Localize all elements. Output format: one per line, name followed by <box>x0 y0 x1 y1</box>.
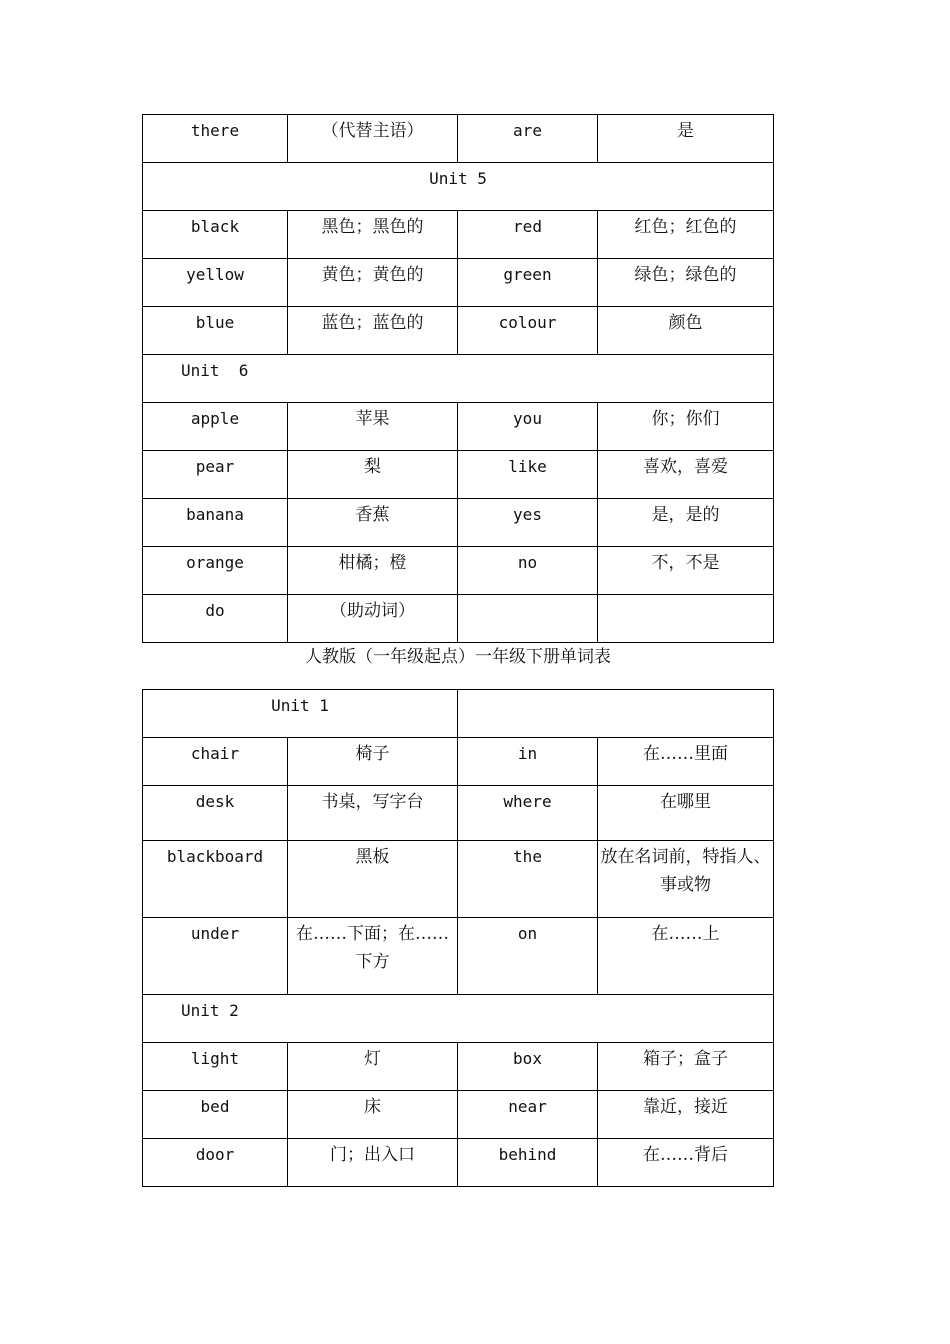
english-word: black <box>190 217 240 236</box>
unit-heading-cell <box>143 995 774 1043</box>
english-word: under <box>190 924 240 943</box>
chinese-meaning-cell <box>598 307 774 355</box>
chinese-meaning-cell <box>598 115 774 163</box>
section-title-row <box>143 643 774 690</box>
chinese-meaning: 在……下面；在……下方 <box>296 924 449 972</box>
unit-heading: Unit 2 <box>181 1001 239 1020</box>
english-word: light <box>190 1049 240 1068</box>
english-word-cell <box>143 1091 288 1139</box>
chinese-meaning-cell <box>288 211 458 259</box>
chinese-meaning: 梨 <box>364 457 381 477</box>
unit-heading: Unit 6 <box>181 361 249 380</box>
section-title: 人教版（一年级起点）一年级下册单词表 <box>305 647 611 667</box>
chinese-meaning: （助动词） <box>330 601 415 621</box>
table-row <box>143 547 774 595</box>
chinese-meaning-cell <box>288 307 458 355</box>
english-word: on <box>517 924 538 943</box>
chinese-meaning-cell <box>288 786 458 841</box>
english-word: in <box>517 744 538 763</box>
chinese-meaning: 门；出入口 <box>330 1145 415 1165</box>
english-word: like <box>508 457 547 476</box>
table-row <box>143 211 774 259</box>
chinese-meaning-cell <box>288 547 458 595</box>
english-word-cell <box>143 1043 288 1091</box>
chinese-meaning-cell <box>288 918 458 995</box>
unit-header-row <box>143 690 774 738</box>
chinese-meaning-cell <box>598 499 774 547</box>
chinese-meaning-cell <box>598 841 774 918</box>
english-word: chair <box>190 744 240 763</box>
chinese-meaning-cell <box>598 547 774 595</box>
table-row <box>143 451 774 499</box>
table-row <box>143 841 774 918</box>
chinese-meaning: 蓝色；蓝色的 <box>321 313 424 333</box>
english-word: green <box>503 265 552 284</box>
english-word-cell <box>458 595 598 643</box>
chinese-meaning: 绿色；绿色的 <box>634 265 737 285</box>
english-word: yellow <box>186 265 244 284</box>
chinese-meaning-cell <box>288 841 458 918</box>
chinese-meaning-cell <box>288 403 458 451</box>
english-word: box <box>513 1049 542 1068</box>
english-word-cell <box>458 403 598 451</box>
english-word-cell <box>143 211 288 259</box>
chinese-meaning: 放在名词前，特指人、事或物 <box>600 847 771 895</box>
chinese-meaning-cell <box>598 451 774 499</box>
english-word <box>458 595 597 597</box>
english-word-cell <box>458 259 598 307</box>
chinese-meaning-cell <box>598 1043 774 1091</box>
chinese-meaning-cell <box>288 1043 458 1091</box>
chinese-meaning-cell <box>598 1139 774 1187</box>
english-word: bed <box>200 1097 230 1116</box>
english-word-cell <box>458 841 598 918</box>
chinese-meaning: 黑板 <box>355 847 390 867</box>
english-word: orange <box>186 553 244 572</box>
chinese-meaning: 是，是的 <box>651 505 720 525</box>
table-row <box>143 499 774 547</box>
chinese-meaning: 在……上 <box>651 924 720 944</box>
english-word: blackboard <box>166 847 264 866</box>
table-row <box>143 1091 774 1139</box>
english-word-cell <box>458 499 598 547</box>
chinese-meaning-cell <box>288 1139 458 1187</box>
english-word-cell <box>143 451 288 499</box>
chinese-meaning-cell <box>598 403 774 451</box>
unit-header-row <box>143 995 774 1043</box>
chinese-meaning: 在……里面 <box>643 744 728 764</box>
unit-heading: Unit 5 <box>429 169 487 188</box>
english-word-cell <box>458 738 598 786</box>
chinese-meaning: 你；你们 <box>651 409 720 429</box>
table-row <box>143 403 774 451</box>
chinese-meaning-cell <box>598 1091 774 1139</box>
english-word-cell <box>458 786 598 841</box>
english-word-cell <box>458 1139 598 1187</box>
english-word: where <box>503 792 552 811</box>
chinese-meaning: （代替主语） <box>321 121 424 141</box>
english-word: red <box>513 217 542 236</box>
chinese-meaning-cell <box>288 451 458 499</box>
english-word: banana <box>186 505 244 524</box>
chinese-meaning: 不，不是 <box>651 553 720 573</box>
english-word-cell <box>143 307 288 355</box>
english-word-cell <box>143 547 288 595</box>
english-word: apple <box>190 409 240 428</box>
chinese-meaning-cell <box>288 259 458 307</box>
english-word: blue <box>195 313 235 332</box>
chinese-meaning: 苹果 <box>355 409 390 429</box>
english-word: door <box>195 1145 235 1164</box>
english-word-cell <box>458 1091 598 1139</box>
chinese-meaning-cell <box>598 918 774 995</box>
table-row <box>143 786 774 841</box>
chinese-meaning: 在哪里 <box>660 792 711 812</box>
english-word-cell <box>458 307 598 355</box>
english-word-cell <box>458 547 598 595</box>
unit-heading-cell <box>143 163 774 211</box>
english-word: the <box>513 847 542 866</box>
table-row <box>143 738 774 786</box>
unit-heading: Unit 1 <box>271 696 329 715</box>
table-row <box>143 259 774 307</box>
english-word-cell <box>143 403 288 451</box>
chinese-meaning-cell <box>598 595 774 643</box>
chinese-meaning: 颜色 <box>668 313 703 333</box>
table-row <box>143 115 774 163</box>
chinese-meaning-cell <box>598 211 774 259</box>
english-word-cell <box>458 115 598 163</box>
table-row <box>143 1043 774 1091</box>
chinese-meaning: 黑色；黑色的 <box>321 217 424 237</box>
english-word-cell <box>458 918 598 995</box>
chinese-meaning: 靠近，接近 <box>643 1097 728 1117</box>
english-word: there <box>190 121 240 140</box>
english-word: desk <box>195 792 235 811</box>
english-word-cell <box>143 841 288 918</box>
empty-cell <box>458 690 774 738</box>
chinese-meaning: 书桌，写字台 <box>321 792 424 812</box>
english-word-cell <box>458 451 598 499</box>
english-word: no <box>517 553 538 572</box>
chinese-meaning: 黄色；黄色的 <box>321 265 424 285</box>
chinese-meaning: 红色；红色的 <box>634 217 737 237</box>
table-row <box>143 595 774 643</box>
unit-header-row <box>143 163 774 211</box>
chinese-meaning: 箱子；盒子 <box>643 1049 728 1069</box>
vocabulary-table <box>142 114 774 1187</box>
english-word: pear <box>195 457 235 476</box>
english-word: behind <box>498 1145 557 1164</box>
chinese-meaning-cell <box>288 738 458 786</box>
english-word: do <box>205 601 225 620</box>
chinese-meaning: 床 <box>364 1097 381 1117</box>
english-word-cell <box>143 595 288 643</box>
chinese-meaning: 是 <box>677 121 694 141</box>
english-word: are <box>513 121 542 140</box>
table-row <box>143 307 774 355</box>
section-title-cell <box>143 643 774 690</box>
chinese-meaning: 椅子 <box>355 744 390 764</box>
chinese-meaning: 喜欢，喜爱 <box>643 457 728 477</box>
unit-header-row <box>143 355 774 403</box>
chinese-meaning-cell <box>598 738 774 786</box>
english-word-cell <box>143 115 288 163</box>
chinese-meaning: 在……背后 <box>643 1145 728 1165</box>
english-word: colour <box>498 313 557 332</box>
english-word-cell <box>143 499 288 547</box>
unit-heading-cell <box>143 355 774 403</box>
chinese-meaning-cell <box>288 595 458 643</box>
english-word-cell <box>143 918 288 995</box>
english-word: near <box>508 1097 547 1116</box>
table-row <box>143 918 774 995</box>
chinese-meaning: 柑橘；橙 <box>338 553 407 573</box>
english-word-cell <box>458 211 598 259</box>
english-word-cell <box>143 259 288 307</box>
chinese-meaning: 香蕉 <box>355 505 390 525</box>
english-word: yes <box>513 505 542 524</box>
table-row <box>143 1139 774 1187</box>
english-word: you <box>513 409 542 428</box>
english-word-cell <box>143 786 288 841</box>
english-word-cell <box>143 1139 288 1187</box>
chinese-meaning-cell <box>288 499 458 547</box>
unit-heading-cell <box>143 690 458 738</box>
chinese-meaning-cell <box>288 115 458 163</box>
chinese-meaning: 灯 <box>364 1049 381 1069</box>
chinese-meaning-cell <box>598 259 774 307</box>
english-word-cell <box>143 738 288 786</box>
chinese-meaning-cell <box>598 786 774 841</box>
english-word-cell <box>458 1043 598 1091</box>
chinese-meaning-cell <box>288 1091 458 1139</box>
chinese-meaning <box>598 595 773 597</box>
